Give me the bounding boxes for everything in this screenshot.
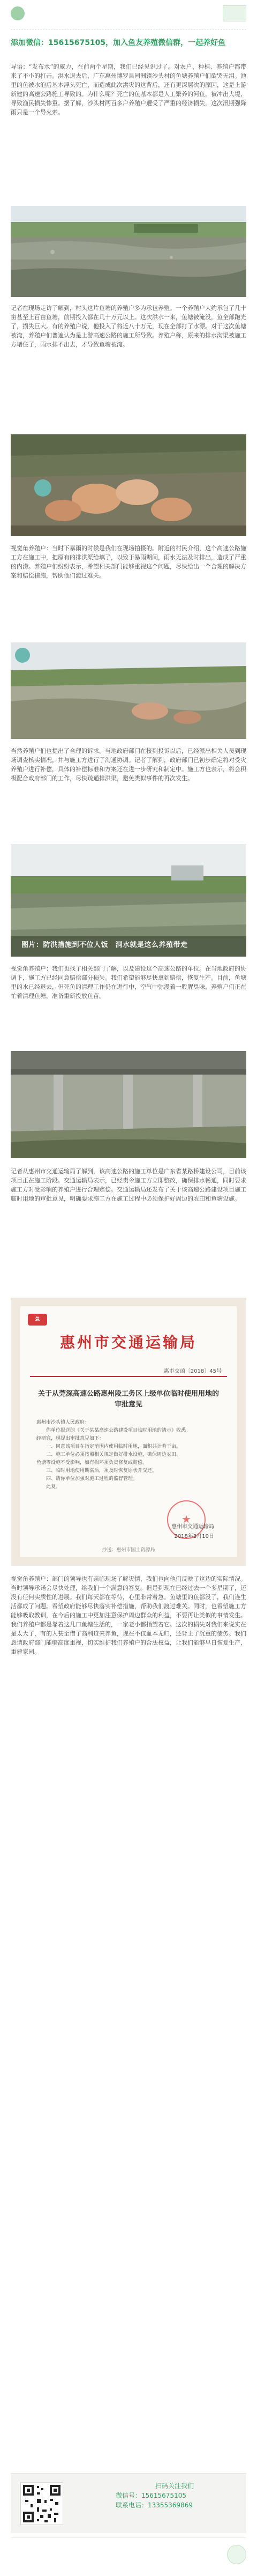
photo-pond-bank [11,642,246,739]
photo-dead-fish [11,434,246,536]
photo-flooded-pond [11,206,246,297]
document-line: 一、同意该项目在指定范围内使用临时用地，面积共计若干亩。 [36,1444,182,1449]
document-body [36,1419,221,1491]
document-line: 三、临时用地使用期满后，须及时恢复原状并交还。 [36,1468,157,1474]
contact-wechat[interactable]: 微信号：15615675105 [116,2492,186,2499]
article-paragraph-5: 视觉角养殖户：我们也找了相关部门了解，以及建设这个高速公路的单位。在当地政府的协调下，施工方已经同意赔偿部分损失。我们希望能够尽快拿到赔偿，恢复生产。目前，鱼塘里的水已经退去，但死鱼的清理工作仍在进行中，空气中弥漫着一股腥臭味，养殖户们正在忙着清理鱼塘，准备重新投放鱼苗。 [11,965,246,1000]
document-signature: 惠州市交通运输局 [171,1524,214,1530]
photo-pond-bank-image [11,642,246,739]
divider [11,2537,246,2538]
logo-icon [11,6,25,20]
document-line: 经研究，现提出审批意见如下： [36,1436,104,1441]
document-line: 你单位报送的《关于某某高速公路建设项目临时用地的请示》收悉。 [36,1428,191,1433]
document-footer: 抄送：惠州市国土资源局 [102,1548,155,1553]
official-document [20,1306,237,1557]
article-paragraph-1: 导语：“发布水”的威力，在前两个星期，我们已经见识过了。对农户、种植、养殖户都带来了不小的打击。洪水退去后，广东惠州博罗县园洲镇沙头村的鱼塘养殖户们欲哭无泪。池里的鱼被水泡后基本浮头死亡，而造成此次洪灾的这背后，还有更深层次的原因，这是上游新建的高速公路施工导致的。为什么呢？死亡的鱼基本都是人工繁养的河鱼，被冲出大堤，导致渔民损失惨重。据了解，沙头村两百多户养殖户遭受了严重的经济损失，这次汛期强降雨只是一个导火索。 [11,63,246,116]
contact-phone[interactable]: 联系电话：13355369869 [116,2501,193,2509]
document-line: 鱼塘等设施不受影响，如有损坏须负责修复或赔偿。 [36,1460,148,1465]
document-line: 二、施工单位必须按照相关规定做好排水设施，确保周边农田、 [36,1452,182,1457]
photo-dead-fish-image [11,434,246,536]
contact-title: 扫码关注我们 [155,2482,194,2490]
document-urgent-tag: 急 [28,1314,47,1326]
article-paragraph-7: 视觉角养殖户：部门的领导也有亲临现场了解灾情，我们也向他们反映了这边的实际情况。当时领导承诺会尽快处理，给我们一个满意的答复。但是到现在已经过去一个多星期了，还没有任何实质性的进展。我们每天都在等待，心里非常着急。鱼塘里的鱼都没了，我们连生活都成了问题。希望政府能够尽快落实补偿措施，帮助我们渡过难关。同时，也希望施工方能够吸取教训，在今后的施工中更加注意保护周边群众的利益，不要再让类似的事情发生。我们养殖户都是靠着这几口鱼塘生活的，一家老小都指望着它。这次的损失对我们来说实在是太大了，有的人甚至借了高利贷来养鱼，现在不仅血本无归，还背上了沉重的债务。我们恳请政府部门能够高度重视，切实维护我们养殖户的合法权益，让我们能够早日恢复生产，重建家园。 [11,1575,246,1655]
photo-flooded-field [11,844,246,957]
top-banner [11,0,246,30]
document-line: 四、请你单位加强对施工过程的监督管理。 [36,1476,138,1482]
document-title: 关于从莞深高速公路惠州段工务区上级单位临时使用用地的审批意见 [37,1390,219,1409]
article-paragraph-4: 当然养殖户们也提出了合理的诉求。当地政府部门在接到投诉以后，已经派出相关人员到现场调查核实情况，并与施工方进行了沟通协调。记者了解到，政府部门已初步确定将对受灾养殖户进行补偿，具体的补偿标准和方案还在进一步研究和制定中。施工方也表示，将会积极配合政府部门的工作，尽快疏通排洪渠，避免类似事件的再次发生。 [11,747,246,782]
document-salutation: 惠州市沙头镇人民政府： [36,1420,90,1425]
qr-code-pattern [21,2483,63,2525]
contact-info [116,2481,233,2510]
photo-flooded-pond-image [11,206,246,297]
document-line: 此复。 [36,1484,61,1490]
photo-caption: 图片：防洪措施到不位人饭 洞水就是这么养殖带走 [21,941,188,949]
photo-flooded-field-image [11,844,246,957]
document-red-rule [30,1376,227,1377]
promo-text[interactable]: 添加微信：15615675105，加入鱼友养殖微信群，一起养好鱼 [11,39,226,47]
article-paragraph-3: 视觉角养殖户：当时下暴雨的时候是我们在现场拍摄的。附近的村民介绍，这个高速公路施工方在施工中，把原有的排洪渠给填了，以致于暴雨期间，雨水无法及时排出，造成了严重的内涝。养殖户们纷纷表示，希望相关部门能够重视这个问题，尽快给出一个合理的解决方案和赔偿措施，帮助他们渡过难关。 [11,545,246,579]
qr-code-icon[interactable] [20,2482,63,2525]
footer-contact [11,2473,246,2533]
article-page [11,0,246,2576]
comment-icon[interactable] [227,2545,246,2564]
official-document-photo [11,1298,246,1566]
seal-star-icon: ★ [182,1513,191,1526]
article-paragraph-2: 记者在现场走访了解到，村头这片鱼塘的养殖户多为承包养殖。一个养殖户大约承包了几十亩甚至上百亩鱼塘，前期投入都在几十万元以上。这次洪水一来，鱼塘被淹没，鱼全部跑光了，损失巨大。有的养殖户说，他投入了将近八十万元，现在全部打了水漂。对于这次鱼塘被淹，养殖户们普遍认为是上游高速公路的施工所导致。养殖户称，原来的排水沟渠被施工方堵住了，雨水排不出去，才导致鱼塘被淹。 [11,305,246,348]
banner-badge [223,5,246,21]
article-paragraph-6: 记者从惠州市交通运输局了解到，该高速公路的施工单位是广东省某路桥建设公司，目前该项目正在施工阶段。交通运输局表示，已经责令施工方立即整改，确保排水畅通，同时要求施工方对受影响的养殖户进行合理赔偿。交通运输局还发布了关于该高速公路建设项目施工临时用地的审批意见，明确要求施工方在施工过程中必须保护好周边的农田和鱼塘设施。 [11,1168,246,1202]
document-number: 惠市交函〔2018〕45号 [163,1368,222,1374]
photo-bridge-construction-image [11,1051,246,1158]
photo-bridge-construction [11,1051,246,1158]
document-letterhead: 惠州市交通运输局 [59,1334,197,1351]
document-date: 2018年3月10日 [174,1534,214,1539]
